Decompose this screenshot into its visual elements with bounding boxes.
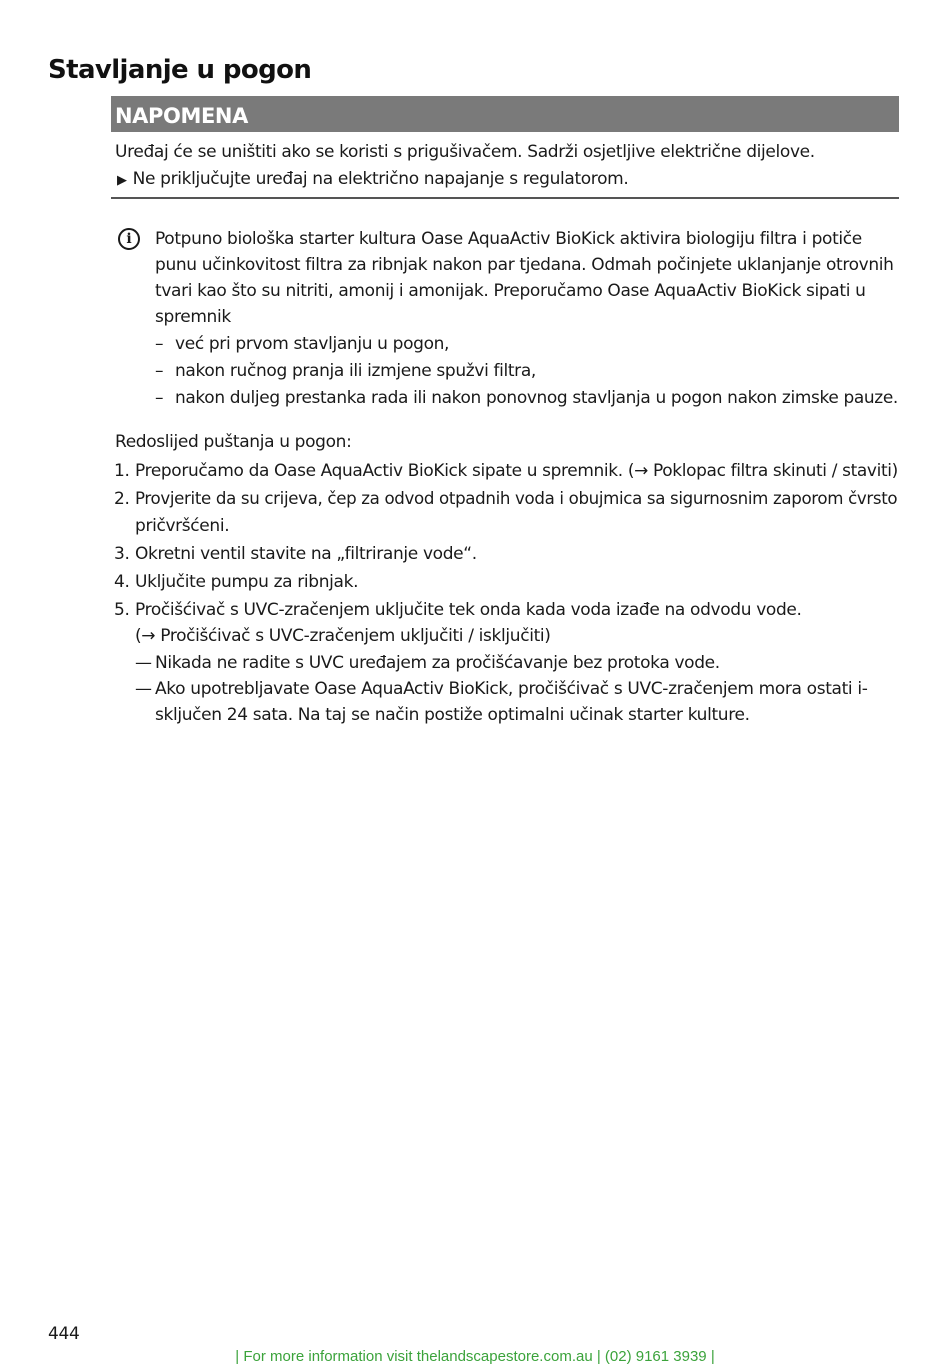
note-text: Nikada ne radite s UVC uređajem za pročišćavanje bez protoka vode. <box>155 653 720 673</box>
triangle-right-icon: ▶ <box>117 173 127 188</box>
note-dash: — <box>135 679 152 699</box>
notice-action-text: Ne priključujte uređaj na električno napajanje s regulatorom. <box>132 169 629 189</box>
notice-header: NAPOMENA <box>111 96 899 132</box>
step-number: 2. <box>114 489 130 509</box>
step-number: 5. <box>114 600 130 620</box>
info-line: punu učinkovitost filtra za ribnjak nakon par tjedana. Odmah počinjete uklanjanje otrovnih <box>155 255 894 275</box>
step-text: Provjerite da su crijeva, čep za odvod otpadnih voda i obujmica sa sigurnosnim zaporom čvrsto <box>135 489 898 509</box>
notice-action <box>117 166 628 194</box>
info-bullet: nakon ručnog pranja ili izmjene spužvi filtra, <box>175 361 536 381</box>
page-title: Stavljanje u pogon <box>48 55 312 85</box>
info-bullet-dash: – <box>155 361 164 381</box>
info-bullet: nakon duljeg prestanka rada ili nakon ponovnog stavljanja u pogon nakon zimske pauze. <box>175 388 898 408</box>
info-line: tvari kao što su nitriti, amonij i amonijak. Preporučamo Oase AquaActiv BioKick sipati u <box>155 281 866 301</box>
notice-text: Uređaj će se uništiti ako se koristi s prigušivačem. Sadrži osjetljive električne dijelove. <box>115 142 815 162</box>
step-number: 4. <box>114 572 130 592</box>
info-bullet: već pri prvom stavljanju u pogon, <box>175 334 450 354</box>
note-dash: — <box>135 653 152 673</box>
step-text: (→ Pročišćivač s UVC-zračenjem uključiti / isključiti) <box>135 626 551 646</box>
note-text: sključen 24 sata. Na taj se način postiže optimalni učinak starter kulture. <box>155 705 750 725</box>
info-bullet-dash: – <box>155 388 164 408</box>
info-icon: i <box>118 228 140 250</box>
sequence-heading: Redoslijed puštanja u pogon: <box>115 432 352 452</box>
notice-divider <box>111 197 899 199</box>
info-bullet-dash: – <box>155 334 164 354</box>
step-number: 1. <box>114 461 130 481</box>
step-number: 3. <box>114 544 130 564</box>
step-text: Pročišćivač s UVC-zračenjem uključite tek onda kada voda izađe na odvodu vode. <box>135 600 802 620</box>
info-line: Potpuno biološka starter kultura Oase AquaActiv BioKick aktivira biologiju filtra i potiče <box>155 229 862 249</box>
step-text: Preporučamo da Oase AquaActiv BioKick sipate u spremnik. (→ Poklopac filtra skinuti / staviti) <box>135 461 898 481</box>
info-line: spremnik <box>155 307 231 327</box>
step-text: pričvršćeni. <box>135 516 230 536</box>
step-text: Okretni ventil stavite na „filtriranje vode“. <box>135 544 477 564</box>
footer-contact-link[interactable]: | For more information visit thelandscapestore.com.au | (02) 9161 3939 | <box>235 1348 715 1365</box>
note-text: Ako upotrebljavate Oase AquaActiv BioKick, pročišćivač s UVC-zračenjem mora ostati i- <box>155 679 868 699</box>
step-text: Uključite pumpu za ribnjak. <box>135 572 359 592</box>
page-number: 444 <box>48 1324 80 1344</box>
